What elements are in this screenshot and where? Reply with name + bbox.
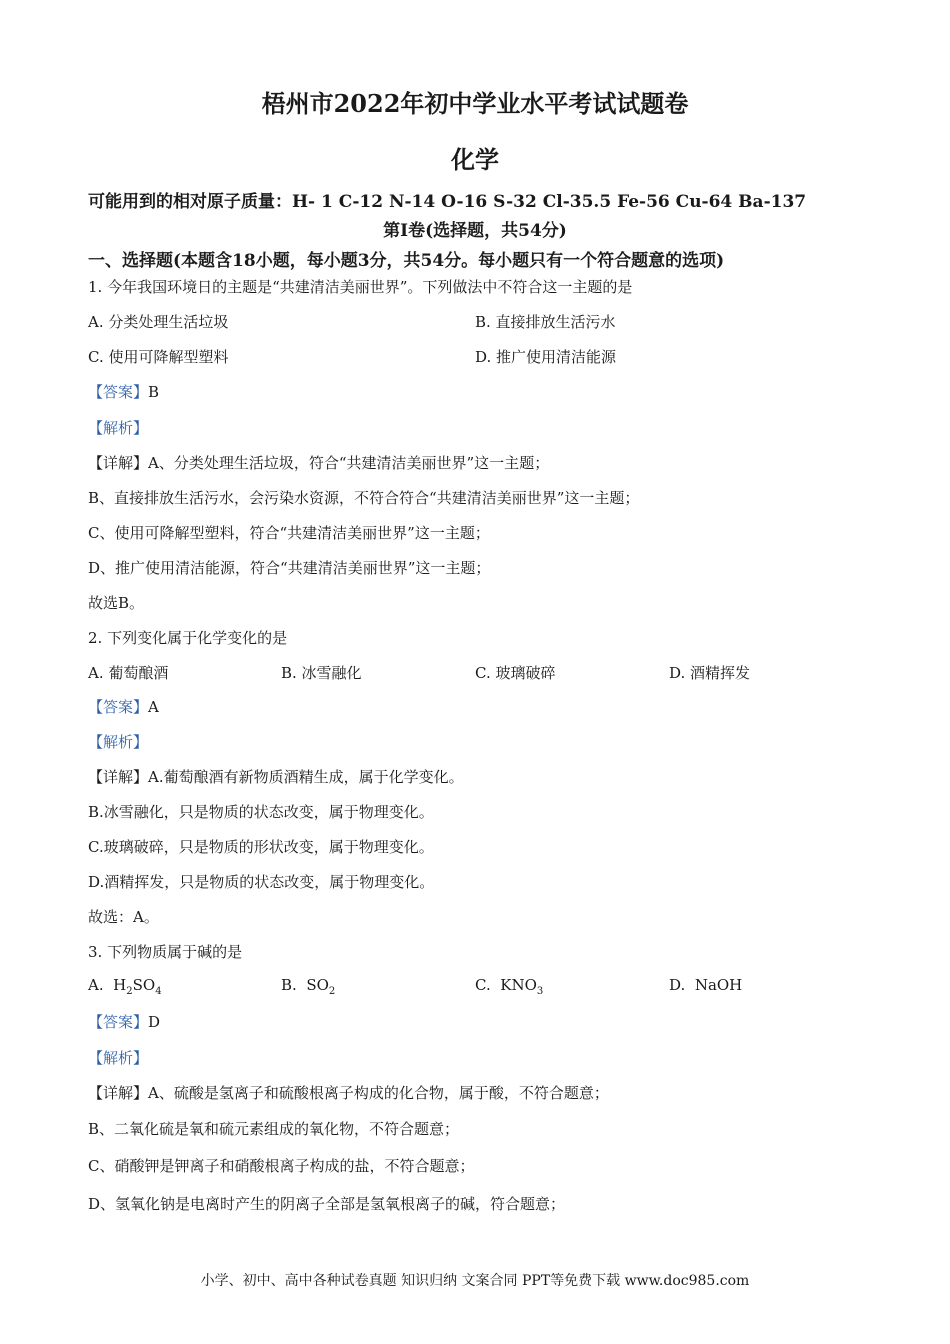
q3-option-c bbox=[475, 976, 543, 997]
formula-part: H bbox=[113, 976, 127, 994]
q1-analysis-label: 【解析】 bbox=[88, 419, 149, 437]
q3-answer-value: D bbox=[148, 1013, 161, 1031]
answer-label: 【答案】 bbox=[88, 698, 149, 716]
q1-conclusion: 故选B。 bbox=[88, 594, 145, 612]
formula-part: NaOH bbox=[694, 976, 743, 994]
q1-detail-d: D、推广使用清洁能源，符合“共建清洁美丽世界”这一主题； bbox=[88, 559, 491, 577]
q2-detail-b: B.冰雪融化，只是物质的状态改变，属于物理变化。 bbox=[88, 803, 434, 821]
detail-label: 【详解】 bbox=[88, 768, 149, 786]
q3-analysis-label: 【解析】 bbox=[88, 1049, 149, 1067]
option-letter: B. bbox=[281, 976, 297, 994]
q1-answer bbox=[88, 381, 159, 402]
q1-answer-value: B bbox=[148, 383, 160, 401]
option-letter: C. bbox=[475, 976, 491, 994]
q1-detail-a: A、分类处理生活垃圾，符合“共建清洁美丽世界”这一主题； bbox=[148, 454, 550, 472]
q2-option-d: D. 酒精挥发 bbox=[669, 664, 751, 682]
q3-detail-line bbox=[88, 1082, 609, 1103]
formula-subscript: 2 bbox=[328, 986, 336, 997]
q2-option-c: C. 玻璃破碎 bbox=[475, 664, 556, 682]
subject-title: 化学 bbox=[451, 145, 499, 174]
q2-detail-line bbox=[88, 766, 464, 787]
q1-detail-b: B、直接排放生活污水，会污染水资源，不符合符合“共建清洁美丽世界”这一主题； bbox=[88, 489, 640, 507]
q3-detail-d: D、氢氧化钠是电离时产生的阴离子全部是氢氧根离子的碱，符合题意； bbox=[88, 1195, 566, 1213]
q2-stem: 2. 下列变化属于化学变化的是 bbox=[88, 629, 288, 647]
q1-option-a: A. 分类处理生活垃圾 bbox=[88, 313, 229, 331]
formula-subscript: 2 bbox=[126, 986, 133, 997]
q1-option-c: C. 使用可降解型塑料 bbox=[88, 348, 229, 366]
q1-option-d: D. 推广使用清洁能源 bbox=[475, 348, 617, 366]
q1-stem: 1. 今年我国环境日的主题是“共建清洁美丽世界”。下列做法中不符合这一主题的是 bbox=[88, 278, 633, 296]
q3-answer bbox=[88, 1011, 160, 1032]
q1-option-b: B. 直接排放生活污水 bbox=[475, 313, 616, 331]
q1-detail-line bbox=[88, 452, 549, 473]
formula-subscript: 4 bbox=[155, 986, 162, 997]
q3-stem: 3. 下列物质属于碱的是 bbox=[88, 943, 243, 961]
option-letter: A. bbox=[88, 976, 104, 994]
section-heading: 一、选择题(本题含18小题，每小题3分，共54分。每小题只有一个符合题意的选项) bbox=[88, 251, 725, 271]
formula-part: KNO bbox=[500, 976, 537, 994]
q3-option-b bbox=[281, 976, 335, 997]
q2-answer-value: A bbox=[148, 698, 159, 716]
option-letter: D. bbox=[669, 976, 686, 994]
q2-option-a: A. 葡萄酿酒 bbox=[88, 664, 169, 682]
formula-part: SO bbox=[306, 976, 329, 994]
volume-heading: 第Ⅰ卷(选择题，共54分) bbox=[383, 221, 567, 241]
formula-subscript: 3 bbox=[536, 986, 544, 997]
atomic-masses: 可能用到的相对原子质量：H- 1 C-12 N-14 O-16 S-32 Cl-35.5 Fe-56 Cu-64 Ba-137 bbox=[88, 192, 807, 212]
q3-detail-c: C、硝酸钾是钾离子和硝酸根离子构成的盐，不符合题意； bbox=[88, 1157, 475, 1175]
q2-answer bbox=[88, 696, 159, 717]
q2-analysis-label: 【解析】 bbox=[88, 733, 149, 751]
answer-label: 【答案】 bbox=[88, 1013, 149, 1031]
q3-detail-a: A、硫酸是氢离子和硫酸根离子构成的化合物，属于酸，不符合题意； bbox=[148, 1084, 609, 1102]
q2-detail-a: A.葡萄酿酒有新物质酒精生成，属于化学变化。 bbox=[148, 768, 464, 786]
page-title: 梧州市2022年初中学业水平考试试题卷 bbox=[261, 89, 689, 118]
q2-detail-d: D.酒精挥发，只是物质的状态改变，属于物理变化。 bbox=[88, 873, 435, 891]
q2-detail-c: C.玻璃破碎，只是物质的形状改变，属于物理变化。 bbox=[88, 838, 434, 856]
q2-option-b: B. 冰雪融化 bbox=[281, 664, 362, 682]
q3-detail-b: B、二氧化硫是氧和硫元素组成的氧化物，不符合题意； bbox=[88, 1120, 460, 1138]
detail-label: 【详解】 bbox=[88, 454, 149, 472]
detail-label: 【详解】 bbox=[88, 1084, 149, 1102]
page-footer: 小学、初中、高中各种试卷真题 知识归纳 文案合同 PPT等免费下载 www.doc985.com bbox=[200, 1273, 750, 1289]
q3-option-d bbox=[669, 976, 742, 994]
answer-label: 【答案】 bbox=[88, 383, 149, 401]
q2-conclusion: 故选：A。 bbox=[88, 908, 159, 926]
q3-option-a bbox=[88, 976, 162, 997]
formula-part: SO bbox=[132, 976, 156, 994]
q1-detail-c: C、使用可降解型塑料，符合“共建清洁美丽世界”这一主题； bbox=[88, 524, 490, 542]
